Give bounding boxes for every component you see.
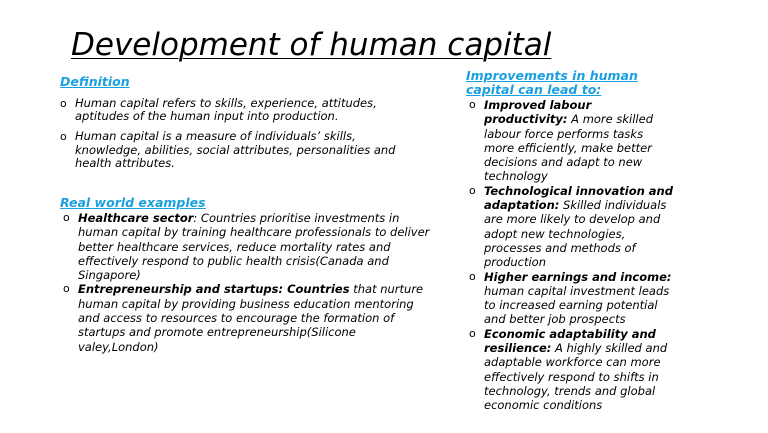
improvement-title: Improved labour productivity: xyxy=(484,98,592,127)
bullet-icon: o xyxy=(63,211,70,224)
improvement-title: Technological innovation and adaptation: xyxy=(484,183,673,213)
definition-text: Human capital is a measure of individuals’ skills, knowledge, abilities, social attributes, personalities and health attributes. xyxy=(75,129,396,170)
definition-heading: Definition xyxy=(60,74,130,89)
definition-list xyxy=(60,96,405,177)
improvement-text: A highly skilled and adaptable workforce can more effectively respond to shifts in technology, trends and global economic conditions xyxy=(484,341,668,413)
list-item xyxy=(63,282,433,354)
bullet-icon: o xyxy=(469,269,476,283)
improvement-text: A more skilled labour force performs tasks more efficiently, make better decisions and adapt to new technology xyxy=(484,112,654,184)
definition-text: Human capital refers to skills, experience, attitudes, aptitudes of the human input into production. xyxy=(75,96,377,124)
bullet-icon: o xyxy=(60,130,67,144)
examples-list xyxy=(63,211,433,354)
list-item xyxy=(469,183,674,270)
example-text: : Countries prioritise investments in human capital by training healthcare professionals to deliver better healthcare services, reduce mortality rates and effectively respond to public health crisis(Canada and Singapore) xyxy=(78,211,430,283)
list-item xyxy=(63,211,433,283)
improvements-heading: Improvements in human capital can lead to: xyxy=(466,68,638,97)
example-title: Entrepreneurship and startups: Countries xyxy=(78,282,350,297)
examples-heading: Real world examples xyxy=(60,195,206,210)
bullet-icon: o xyxy=(469,326,476,340)
page-title: Development of human capital xyxy=(71,27,552,63)
improvement-title: Higher earnings and income: xyxy=(484,269,672,284)
improvement-title: Economic adaptability and resilience: xyxy=(484,326,656,356)
list-item xyxy=(469,269,674,327)
bullet-icon: o xyxy=(469,183,476,197)
bullet-icon: o xyxy=(469,98,476,111)
improvement-text: human capital investment leads to increased earning potential and better job prospects xyxy=(484,283,670,327)
improvement-text: Skilled individuals are more likely to develop and adopt new technologies, processes and methods of production xyxy=(484,198,667,270)
improvements-list xyxy=(469,98,674,413)
bullet-icon: o xyxy=(60,97,67,110)
list-item xyxy=(469,98,674,184)
list-item xyxy=(469,326,674,413)
list-item xyxy=(60,96,405,124)
list-item xyxy=(60,129,405,170)
example-text: that nurture human capital by providing business education mentoring and access to resources to encourage the formation of startups and promote entrepreneurship(Silicone valey,London) xyxy=(78,282,424,354)
example-title: Healthcare sector xyxy=(78,211,194,225)
bullet-icon: o xyxy=(63,282,70,296)
